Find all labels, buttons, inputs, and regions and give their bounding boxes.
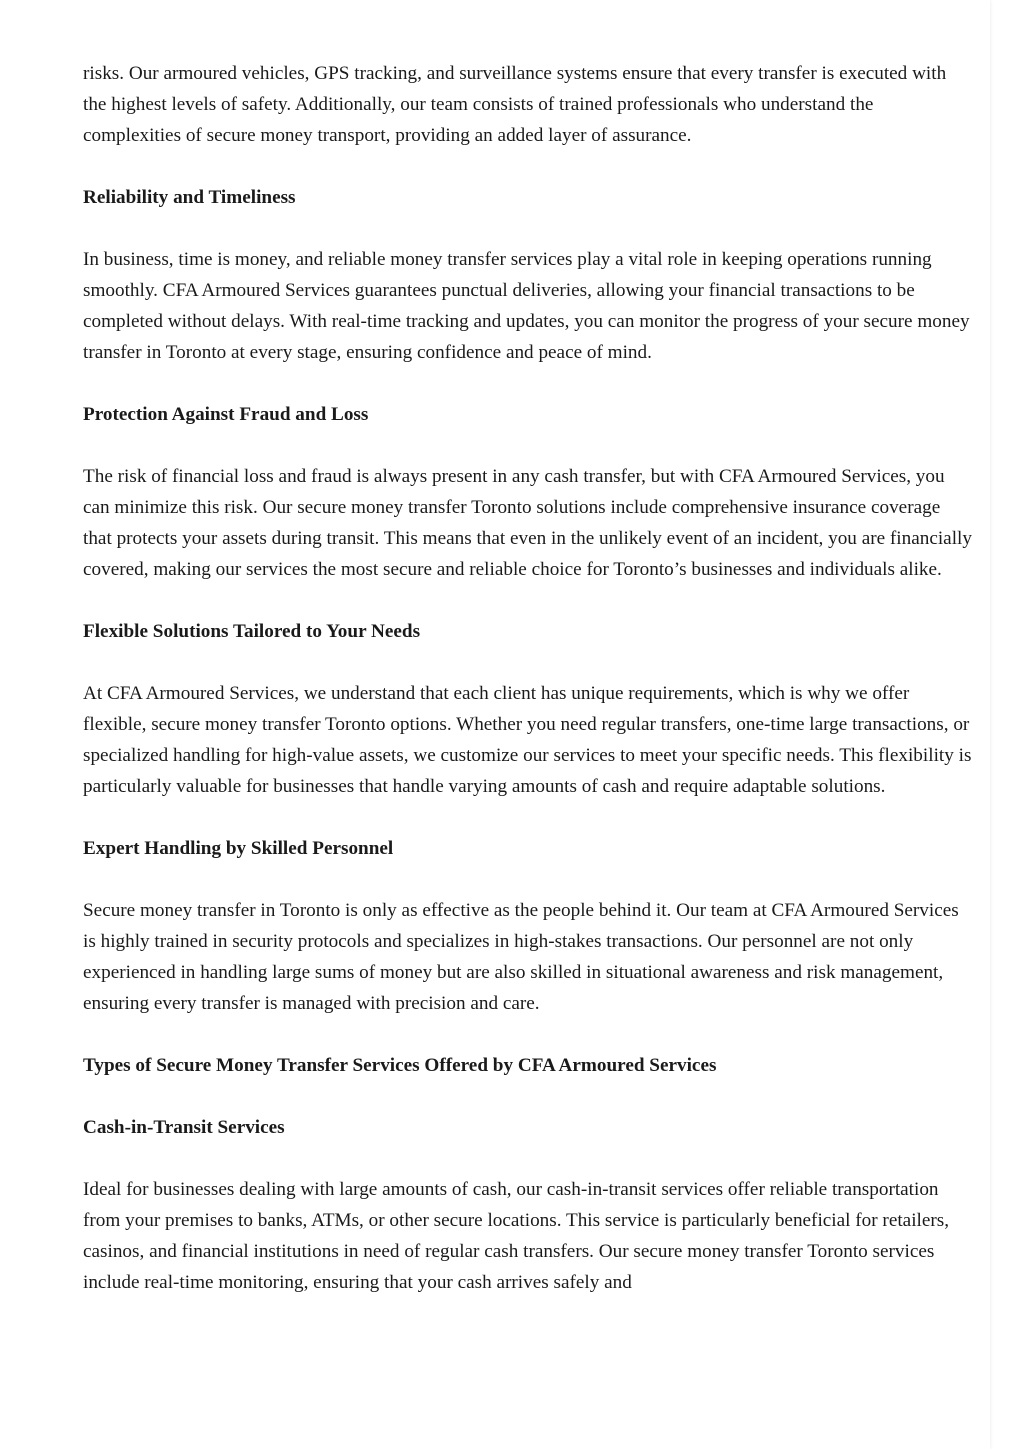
heading-cash-in-transit: Cash-in-Transit Services (83, 1117, 285, 1138)
paragraph-fraud-protection: The risk of financial loss and fraud is always present in any cash transfer, but with CFA Armoured Services, you can minimize this risk. Our secure money transfer Toronto solutions include comprehensive insurance coverage that protects your assets during transit. This means that even in the unlikely event of an incident, you are financially covered, making our services the most secure and reliable choice for Toronto’s businesses and individuals alike. (83, 466, 972, 580)
document-body (83, 58, 973, 1298)
heading-service-types: Types of Secure Money Transfer Services Offered by CFA Armoured Services (83, 1055, 717, 1076)
paragraph-security-risks: risks. Our armoured vehicles, GPS tracking, and surveillance systems ensure that every transfer is executed with the highest levels of safety. Additionally, our team consists of trained professionals who understand the complexities of secure money transport, providing an added layer of assurance. (83, 63, 947, 146)
paragraph-expert-handling: Secure money transfer in Toronto is only as effective as the people behind it. Our team at CFA Armoured Services is highly trained in security protocols and specializes in high-stakes transactions. Our personnel are not only experienced in handling large sums of money but are also skilled in situational awareness and risk management, ensuring every transfer is managed with precision and care. (83, 900, 959, 1014)
paragraph-flexible-solutions: At CFA Armoured Services, we understand that each client has unique requirements, which is why we offer flexible, secure money transfer Toronto options. Whether you need regular transfers, one-time large transactions, or specialized handling for high-value assets, we customize our services to meet your specific needs. This flexibility is particularly valuable for businesses that handle varying amounts of cash and require adaptable solutions. (83, 683, 972, 797)
heading-flexible-solutions: Flexible Solutions Tailored to Your Needs (83, 621, 421, 642)
paragraph-reliability: In business, time is money, and reliable money transfer services play a vital role in keeping operations running smoothly. CFA Armoured Services guarantees punctual deliveries, allowing your financial transactions to be completed without delays. With real-time tracking and updates, you can monitor the progress of your secure money transfer in Toronto at every stage, ensuring confidence and peace of mind. (83, 249, 970, 363)
heading-expert-handling: Expert Handling by Skilled Personnel (83, 838, 394, 859)
heading-reliability: Reliability and Timeliness (83, 187, 296, 208)
paragraph-cash-in-transit: Ideal for businesses dealing with large amounts of cash, our cash-in-transit services offer reliable transportation from your premises to banks, ATMs, or other secure locations. This service is particularly beneficial for retailers, casinos, and financial institutions in need of regular cash transfers. Our secure money transfer Toronto services include real-time monitoring, ensuring that your cash arrives safely and (83, 1179, 950, 1293)
heading-fraud-protection: Protection Against Fraud and Loss (83, 404, 369, 425)
